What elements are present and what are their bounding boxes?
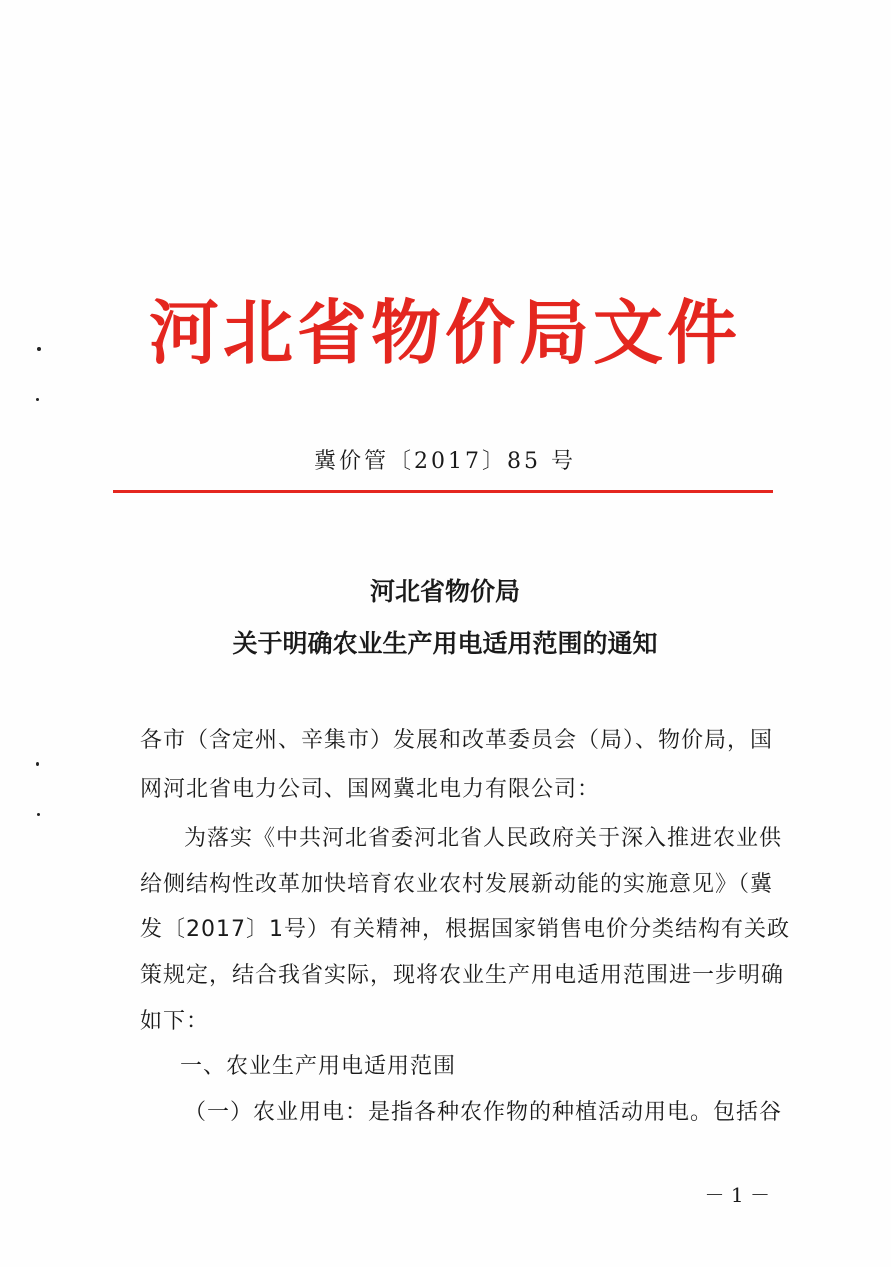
document-title-line-1: 河北省物价局 — [369, 577, 520, 606]
page-number: － 1 － — [704, 1183, 770, 1207]
document-title-line-2: 关于明确农业生产用电适用范围的通知 — [232, 629, 658, 658]
scan-speck — [36, 398, 39, 401]
body-line-paragraph: 如下： — [140, 1009, 210, 1034]
body-line-subsection: （一）农业用电：是指各种农作物的种植活动用电。包括谷 — [184, 1100, 783, 1125]
body-line-paragraph: 给侧结构性改革加快培育农业农村发展新动能的实施意见》（冀 — [140, 872, 774, 897]
scan-speck — [37, 347, 41, 351]
body-line-addressee: 各市（含定州、辛集市）发展和改革委员会（局）、物价局，国 — [140, 728, 774, 753]
red-separator-line — [113, 490, 773, 493]
body-line-paragraph: 为落实《中共河北省委河北省人民政府关于深入推进农业供 — [184, 826, 783, 851]
body-line-paragraph: 发〔2017〕1号）有关精神，根据国家销售电价分类结构有关政 — [140, 917, 790, 942]
document-number: 冀价管〔2017〕85 号 — [314, 449, 576, 474]
body-line-paragraph: 策规定，结合我省实际，现将农业生产用电适用范围进一步明确 — [140, 963, 785, 988]
issuer-red-header: 河北省物价局文件 — [149, 291, 741, 374]
scan-speck — [36, 762, 39, 766]
body-line-addressee-cont: 网河北省电力公司、国网冀北电力有限公司： — [140, 777, 601, 802]
scan-speck — [37, 813, 40, 816]
section-heading: 一、农业生产用电适用范围 — [180, 1054, 457, 1079]
